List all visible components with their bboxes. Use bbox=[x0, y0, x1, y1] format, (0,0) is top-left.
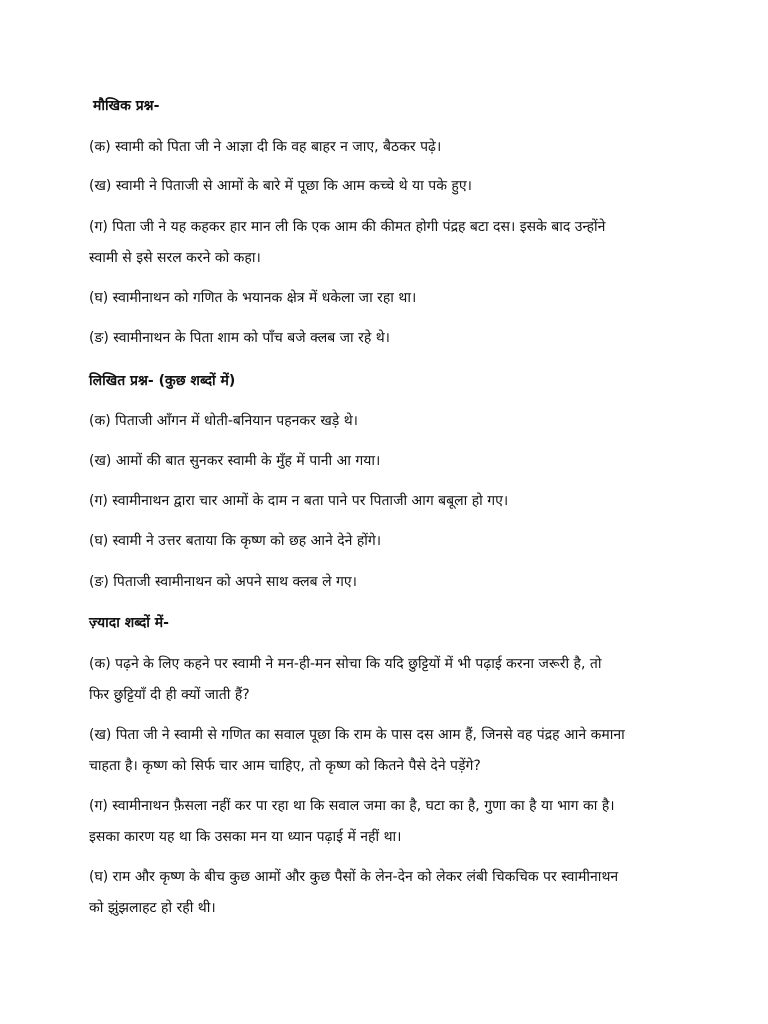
oral-answer-nga: (ङ) स्वामीनाथन के पिता शाम को पाँच बजे क्लब जा रहे थे। bbox=[89, 330, 390, 346]
oral-answer-kha: (ख) स्वामी ने पिताजी से आमों के बारे में पूछा कि आम कच्चे थे या पके हुए। bbox=[89, 178, 472, 194]
oral-answer-ka: (क) स्वामी को पिता जी ने आज्ञा दी कि वह बाहर न जाए, बैठकर पढ़े। bbox=[89, 139, 442, 155]
written-long-answer-gha-line1: (घ) राम और कृष्ण के बीच कुछ आमों और कुछ पैसों के लेन-देन को लेकर लंबी चिकचिक पर स्वामीनाथन bbox=[89, 869, 619, 885]
written-short-answer-kha: (ख) आमों की बात सुनकर स्वामी के मुँह में पानी आ गया। bbox=[89, 453, 381, 469]
oral-answer-ga-line2: स्वामी से इसे सरल करने को कहा। bbox=[89, 250, 261, 266]
written-long-answer-kha-line1: (ख) पिता जी ने स्वामी से गणित का सवाल पूछा कि राम के पास दस आम हैं, जिनसे वह पंद्रह आने कमाना bbox=[89, 727, 625, 743]
oral-answer-gha: (घ) स्वामीनाथन को गणित के भयानक क्षेत्र में धकेला जा रहा था। bbox=[89, 290, 417, 306]
written-long-answer-ka-line1: (क) पढ़ने के लिए कहने पर स्वामी ने मन-ही-मन सोचा कि यदि छुट्टियों में भी पढ़ाई करना जरूरी है, तो bbox=[89, 656, 602, 672]
written-long-answer-ka-line2: फिर छुट्टियाँ दी ही क्यों जाती हैं? bbox=[89, 687, 250, 703]
written-long-heading: ज़्यादा शब्दों में- bbox=[89, 615, 169, 631]
written-long-answer-kha-line2: चाहता है। कृष्ण को सिर्फ चार आम चाहिए, तो कृष्ण को कितने पैसे देने पड़ेंगे? bbox=[89, 758, 481, 774]
written-short-answer-ka: (क) पिताजी आँगन में धोती-बनियान पहनकर खड़े थे। bbox=[89, 413, 358, 429]
written-short-heading: लिखित प्रश्न- (कुछ शब्दों में) bbox=[89, 373, 236, 389]
written-long-answer-ga-line1: (ग) स्वामीनाथन फ़ैसला नहीं कर पा रहा था कि सवाल जमा का है, घटा का है, गुणा का है या भाग का है। bbox=[89, 798, 615, 814]
oral-answer-ga-line1: (ग) पिता जी ने यह कहकर हार मान ली कि एक आम की कीमत होगी पंद्रह बटा दस। इसके बाद उन्होंने bbox=[89, 219, 606, 235]
written-long-answer-ga-line2: इसका कारण यह था कि उसका मन या ध्यान पढ़ाई में नहीं था। bbox=[89, 829, 402, 845]
written-short-answer-nga: (ङ) पिताजी स्वामीनाथन को अपने साथ क्लब ले गए। bbox=[89, 574, 357, 590]
written-short-answer-gha: (घ) स्वामी ने उत्तर बताया कि कृष्ण को छह आने देने होंगे। bbox=[89, 533, 382, 549]
written-long-answer-gha-line2: को झुंझलाहट हो रही थी। bbox=[89, 900, 216, 916]
written-short-answer-ga: (ग) स्वामीनाथन द्वारा चार आमों के दाम न बता पाने पर पिताजी आग बबूला हो गए। bbox=[89, 493, 509, 509]
oral-questions-heading: मौखिक प्रश्न- bbox=[93, 98, 160, 114]
